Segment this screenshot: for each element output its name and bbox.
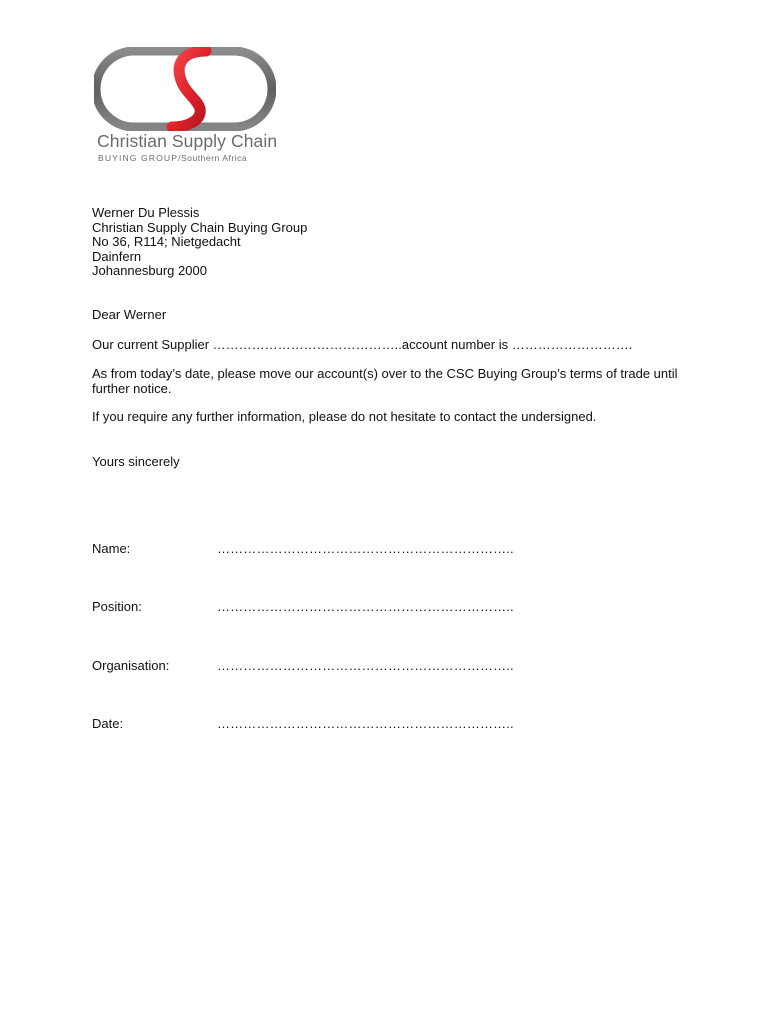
organisation-label: Organisation: <box>92 658 170 673</box>
logo-tagline-text: BUYING GROUP <box>98 153 179 163</box>
recipient-street: No 36, R114; Nietgedacht <box>92 234 241 250</box>
recipient-address <box>92 206 307 279</box>
recipient-city: Johannesburg 2000 <box>92 263 207 279</box>
position-field[interactable]: ………………………………………………………….. <box>217 599 514 614</box>
date-field[interactable]: ………………………………………………………….. <box>217 716 514 731</box>
position-label: Position: <box>92 599 142 614</box>
logo-company-name: Christian Supply Chain <box>97 131 278 151</box>
transfer-request-paragraph: As from today’s date, please move our account(s) over to the CSC Buying Group’s terms of trade until further notice. <box>92 366 678 396</box>
csc-logo <box>94 47 276 167</box>
name-label: Name: <box>92 541 131 556</box>
logo-tagline <box>98 153 247 163</box>
organisation-field[interactable]: ………………………………………………………….. <box>217 658 514 673</box>
recipient-name: Werner Du Plessis <box>92 205 200 220</box>
logo-region: /Southern Africa <box>178 153 248 163</box>
closing: Yours sincerely <box>92 454 180 469</box>
name-field[interactable]: ………………………………………………………….. <box>217 541 514 556</box>
date-label: Date: <box>92 716 124 731</box>
recipient-suburb: Dainfern <box>92 248 142 264</box>
recipient-company: Christian Supply Chain Buying Group <box>92 219 308 235</box>
csc-logo-mark <box>94 47 276 131</box>
contact-paragraph: If you require any further information, please do not hesitate to contact the undersigned. <box>92 409 597 424</box>
greeting: Dear Werner <box>92 307 167 322</box>
supplier-account-line[interactable]: Our current Supplier ……………………………………..account number is ………………………. <box>92 337 633 352</box>
